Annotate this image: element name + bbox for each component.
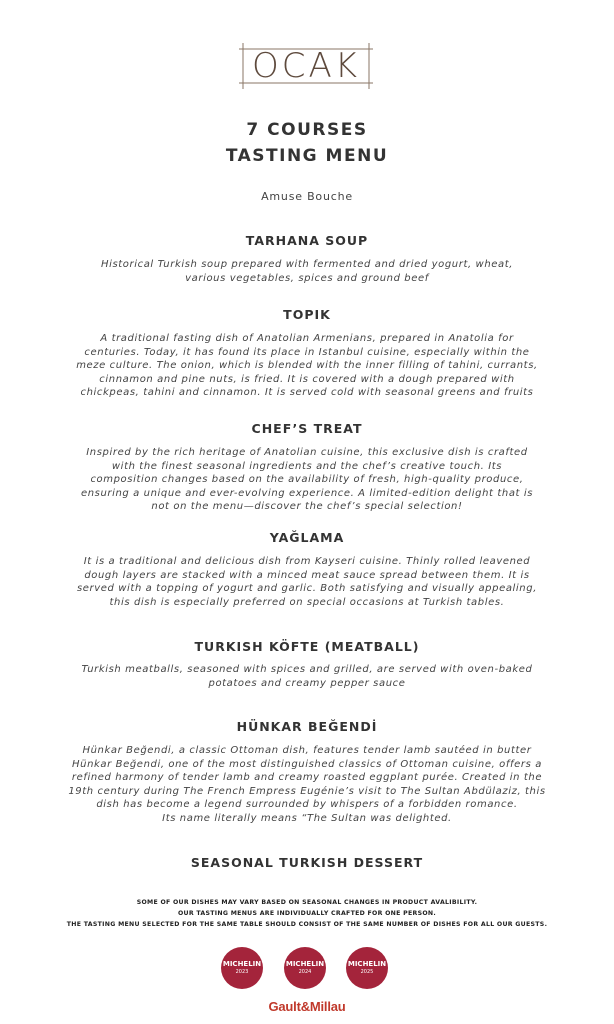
- course-title: TARHANA SOUP: [245, 233, 369, 248]
- course-title: SEASONAL TURKISH DESSERT: [190, 855, 424, 870]
- footer-notes: SOME OF OUR DISHES MAY VARY BASED ON SEASONAL CHANGES IN PRODUCT AVALIBILITY. OUR TASTING MENUS ARE INDIVIDUALLY CRAFTED FOR ONE PERSON. THE TASTING MENU SELECTED FOR THE SAME TABLE SHOULD CONSIST OF THE SAME NUMBER OF DISHES FOR ALL OUR GUESTS.: [66, 899, 548, 928]
- course-title: CHEF’S TREAT: [251, 421, 363, 436]
- course-description: Historical Turkish soup prepared with fermented and dried yogurt, wheat, various vegetables, spices and ground beef: [100, 259, 514, 284]
- course-title: TOPIK: [283, 307, 331, 322]
- course-description: Inspired by the rich heritage of Anatolian cuisine, this exclusive dish is crafted with the finest seasonal ingredients and the chef’s creative touch. Its composition changes based on the availability of fresh, high-quality produce, ensuring a unique and ever-evolving experience. A limited-edition delight that is not on the menu—discover the chef’s special selection!: [80, 447, 534, 512]
- course-description: It is a traditional and delicious dish from Kayseri cuisine. Thinly rolled leavened dough layers are stacked with a minced meat sauce spread between them. It is served with a topping of yogurt and garlic. Both satisfying and visually appealing, this dish is especially preferred on special occasions at Turkish tables.: [77, 556, 537, 608]
- michelin-badge: MICHELIN 2024: [284, 947, 326, 989]
- michelin-badge: MICHELIN 2023: [221, 947, 263, 989]
- menu-title-line1: 7 COURSES: [246, 120, 368, 140]
- logo-text: OCAK: [251, 46, 361, 86]
- amuse-bouche: Amuse Bouche: [261, 190, 353, 203]
- course-description: A traditional fasting dish of Anatolian Armenians, prepared in Anatolia for centuries. Today, it has found its place in Istanbul cuisine, especially within the meze culture. The onion, which is blended with the inner filling of tahini, currants, cinnamon and pine nuts, is fried. It is covered with a dough prepared with chickpeas, tahini and cinnamon. It is served cold with seasonal greens and fruits: [76, 333, 538, 398]
- menu-title-line2: TASTING MENU: [225, 146, 389, 166]
- course-title: HÜNKAR BEĞENDİ: [236, 719, 378, 734]
- course-description: Hünkar Beğendi, a classic Ottoman dish, features tender lamb sautéed in butter Hünkar Beğendi, one of the most distinguished classics of Ottoman cuisine, offers a refined harmony of tender lamb and creamy roasted eggplant purée. Created in the 19th century during The French Empress Eugénie’s visit to The Sultan Abdülaziz, this dish has become a legend surrounded by whispers of a forbidden romance. Its name literally means “The Sultan was delighted.: [68, 745, 546, 824]
- ocak-logo: [233, 41, 379, 91]
- course-title: YAĞLAMA: [269, 530, 345, 545]
- course-title: TURKISH KÖFTE (MEATBALL): [194, 639, 420, 654]
- gault-millau-logo: Gault&Millau: [268, 999, 346, 1014]
- michelin-badge: MICHELIN 2025: [346, 947, 388, 989]
- course-description: Turkish meatballs, seasoned with spices and grilled, are served with oven-baked potatoes and creamy pepper sauce: [81, 664, 533, 689]
